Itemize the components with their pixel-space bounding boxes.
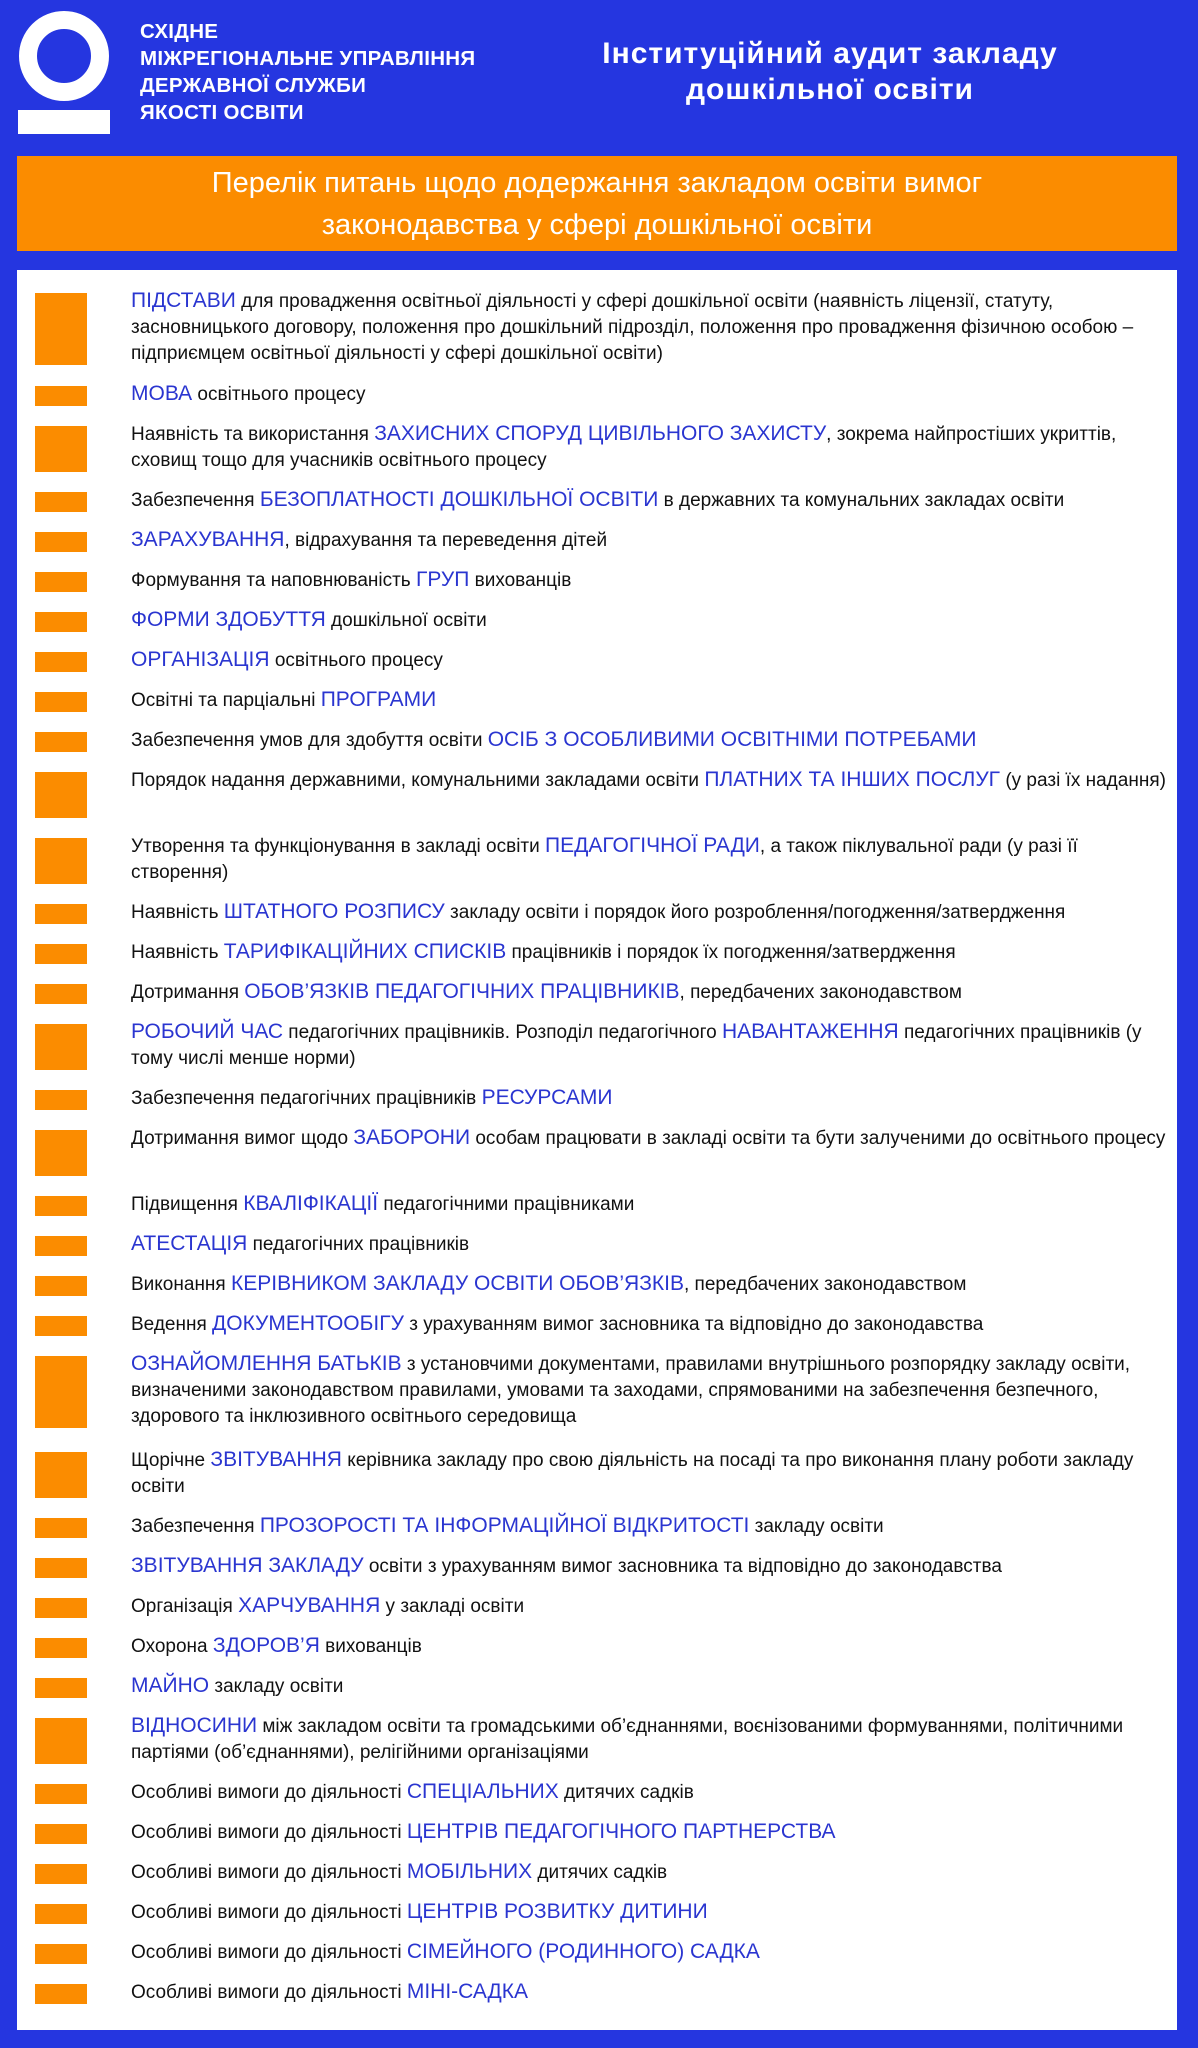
orange-bullet-marker [35, 1452, 87, 1498]
checklist-item-text [131, 979, 1176, 1006]
checklist-item-text [131, 1779, 1176, 1806]
item-text-segment: (у разі їх надання) [1000, 770, 1166, 791]
highlighted-keyword: ОБОВ’ЯЗКІВ ПЕДАГОГІЧНИХ ПРАЦІВНИКІВ [244, 980, 680, 1003]
highlighted-keyword: РОБОЧИЙ ЧАС [131, 1020, 284, 1043]
checklist-item-text [131, 1513, 1176, 1540]
item-text-segment: дитячих садків [558, 1782, 694, 1803]
orange-bullet-marker [35, 1236, 87, 1256]
item-text-segment: Щорічне [131, 1450, 211, 1471]
item-text-segment: педагогічних працівників [247, 1234, 470, 1255]
orange-bullet-marker [35, 1864, 87, 1884]
checklist-item-text [131, 647, 1176, 674]
item-text-segment: у закладі освіти [380, 1596, 525, 1617]
highlighted-keyword: ОСІБ З ОСОБЛИВИМИ ОСВІТНІМИ ПОТРЕБАМИ [487, 728, 977, 751]
checklist-item-text [131, 381, 1176, 408]
checklist-item-text [131, 288, 1176, 367]
highlighted-keyword: ОЗНАЙОМЛЕННЯ БАТЬКІВ [131, 1352, 402, 1375]
orange-bullet-marker [35, 1356, 87, 1428]
item-text-segment: , а також піклувальної ради (у разі її створення) [131, 836, 1078, 883]
orange-bullet-marker [35, 1598, 87, 1618]
orange-bullet-marker [35, 1718, 87, 1764]
orange-bullet-marker [35, 492, 87, 512]
item-text-segment: з урахуванням вимог засновника та відповідно до законодавства [403, 1314, 984, 1335]
highlighted-keyword: ШТАТНОГО РОЗПИСУ [223, 900, 445, 923]
checklist-item-text [131, 899, 1176, 926]
orange-bullet-marker [35, 732, 87, 752]
item-text-segment: Формування та наповнюваність [131, 570, 416, 591]
orange-bullet-marker [35, 1316, 87, 1336]
checklist-item-text [131, 1311, 1176, 1338]
item-text-segment: Забезпечення [131, 1516, 260, 1537]
item-text-segment: педагогічних працівників (у тому числі менше норми) [131, 1022, 1142, 1069]
item-text-segment: дошкільної освіти [325, 610, 487, 631]
highlighted-keyword: ТАРИФІКАЦІЙНИХ СПИСКІВ [223, 940, 507, 963]
checklist-item-text [131, 1713, 1176, 1766]
highlighted-keyword: ПЕДАГОГІЧНОЇ РАДИ [545, 834, 760, 857]
title-line: дошкільної освіти [686, 73, 974, 106]
orange-bullet-marker [35, 904, 87, 924]
item-text-segment: , відрахування та переведення дітей [284, 530, 608, 551]
orange-bullet-marker [35, 984, 87, 1004]
org-name-line: ЯКОСТІ ОСВІТИ [140, 101, 304, 124]
highlighted-keyword: ПРОГРАМИ [320, 688, 437, 711]
item-text-segment: Виконання [131, 1274, 231, 1295]
checklist-item-text [131, 1019, 1176, 1072]
item-text-segment: Охорона [131, 1636, 213, 1657]
item-text-segment: працівників і порядок їх погодження/затвердження [506, 942, 956, 963]
orange-bullet-marker [35, 1558, 87, 1578]
item-text-segment: Організація [131, 1596, 239, 1617]
orange-bullet-marker [35, 293, 87, 365]
highlighted-keyword: ЦЕНТРІВ РОЗВИТКУ ДИТИНИ [406, 1900, 708, 1923]
checklist-item-text [131, 727, 1176, 754]
item-text-segment: , передбачених законодавством [679, 982, 962, 1003]
highlighted-keyword: ЗВІТУВАННЯ [210, 1448, 342, 1471]
org-name-line: МІЖРЕГІОНАЛЬНЕ УПРАВЛІННЯ [140, 47, 476, 70]
orange-bullet-marker [35, 1944, 87, 1964]
highlighted-keyword: ЗДОРОВ’Я [212, 1634, 320, 1657]
orange-bullet-marker [35, 1130, 87, 1176]
item-text-segment: закладу освіти і порядок його розроблення/погодження/затвердження [444, 902, 1066, 923]
checklist-item-text [131, 1351, 1176, 1430]
item-text-segment: Особливі вимоги до діяльності [131, 1862, 407, 1883]
item-text-segment: педагогічними працівниками [378, 1194, 635, 1215]
checklist-item-text [131, 1899, 1176, 1926]
item-text-segment: Порядок надання державними, комунальними закладами освіти [131, 770, 705, 791]
orange-bullet-marker [35, 692, 87, 712]
orange-bullet-marker [35, 532, 87, 552]
orange-bullet-marker [35, 1638, 87, 1658]
checklist-item-text [131, 1447, 1176, 1500]
highlighted-keyword: БЕЗОПЛАТНОСТІ ДОШКІЛЬНОЇ ОСВІТИ [259, 488, 659, 511]
orange-bullet-marker [35, 772, 87, 818]
item-text-segment: Особливі вимоги до діяльності [131, 1942, 407, 1963]
highlighted-keyword: СПЕЦІАЛЬНИХ [406, 1780, 559, 1803]
item-text-segment: вихованців [319, 1636, 422, 1657]
item-text-segment: закладу освіти [209, 1676, 344, 1697]
highlighted-keyword: НАВАНТАЖЕННЯ [721, 1020, 899, 1043]
highlighted-keyword: ФОРМИ ЗДОБУТТЯ [131, 608, 326, 631]
item-text-segment: Особливі вимоги до діяльності [131, 1822, 407, 1843]
item-text-segment: Наявність [131, 902, 224, 923]
highlighted-keyword: ЦЕНТРІВ ПЕДАГОГІЧНОГО ПАРТНЕРСТВА [406, 1820, 836, 1843]
highlighted-keyword: ГРУП [415, 568, 470, 591]
highlighted-keyword: ХАРЧУВАННЯ [238, 1594, 381, 1617]
highlighted-keyword: КЕРІВНИКОМ ЗАКЛАДУ ОСВІТИ ОБОВ’ЯЗКІВ [231, 1272, 684, 1295]
item-text-segment: закладу освіти [749, 1516, 884, 1537]
item-text-segment: освітнього процесу [192, 384, 366, 405]
orange-bullet-marker [35, 1984, 87, 2004]
orange-bullet-marker [35, 1024, 87, 1070]
orange-bullet-marker [35, 838, 87, 884]
subtitle-banner [17, 156, 1177, 251]
checklist-item-text [131, 1125, 1176, 1152]
checklist-item-text [131, 1859, 1176, 1886]
orange-bullet-marker [35, 944, 87, 964]
orange-bullet-marker [35, 1784, 87, 1804]
checklist-item-text [131, 421, 1176, 474]
checklist-item-text [131, 687, 1176, 714]
checklist-item-text [131, 767, 1176, 794]
item-text-segment: дитячих садків [532, 1862, 668, 1883]
item-text-segment: Забезпечення умов для здобуття освіти [131, 730, 488, 751]
item-text-segment: , зокрема найпростіших укриттів, сховищ тощо для учасників освітнього процесу [131, 424, 1117, 471]
orange-bullet-marker [35, 1518, 87, 1538]
checklist-item-text [131, 833, 1176, 886]
checklist-item-text [131, 1231, 1176, 1258]
item-text-segment: Наявність та використання [131, 424, 375, 445]
organization-name [140, 18, 540, 126]
orange-bullet-marker [35, 612, 87, 632]
item-text-segment: Забезпечення педагогічних працівників [131, 1088, 482, 1109]
highlighted-keyword: ЗАБОРОНИ [353, 1126, 471, 1149]
checklist-item-text [131, 1553, 1176, 1580]
highlighted-keyword: ВІДНОСИНИ [131, 1714, 258, 1737]
highlighted-keyword: ДОКУМЕНТООБІГУ [212, 1312, 404, 1335]
item-text-segment: Особливі вимоги до діяльності [131, 1982, 407, 2003]
sqe-logo-icon [18, 10, 110, 135]
highlighted-keyword: СІМЕЙНОГО (РОДИННОГО) САДКА [406, 1940, 760, 1963]
checklist-item-text [131, 1673, 1176, 1700]
item-text-segment: освіти з урахуванням вимог засновника та відповідно до законодавства [363, 1556, 1002, 1577]
orange-bullet-marker [35, 1090, 87, 1110]
item-text-segment: Утворення та функціонування в закладі освіти [131, 836, 546, 857]
checklist-item-text [131, 1271, 1176, 1298]
checklist-item-text [131, 1593, 1176, 1620]
checklist-panel [17, 270, 1177, 2030]
item-text-segment: освітнього процесу [269, 650, 443, 671]
item-text-segment: для провадження освітньої діяльності у сфері дошкільної освіти (наявність ліцензії, статуту, засновницького договору, положення про дошкільний підрозділ, положення про провадження фізичною особою – підприємцем освітньої діяльності у сфері дошкільної освіти) [131, 291, 1134, 364]
highlighted-keyword: РЕСУРСАМИ [481, 1086, 613, 1109]
subtitle-line: Перелік питань щодо додержання закладом освіти вимог [211, 167, 983, 199]
header [0, 0, 1198, 150]
orange-bullet-marker [35, 1276, 87, 1296]
subtitle-line: законодавства у сфері дошкільної освіти [321, 209, 873, 241]
orange-bullet-marker [35, 1904, 87, 1924]
highlighted-keyword: КВАЛІФІКАЦІЇ [243, 1192, 379, 1215]
highlighted-keyword: ЗАРАХУВАННЯ [131, 528, 285, 551]
highlighted-keyword: МОВА [131, 382, 193, 405]
orange-bullet-marker [35, 1196, 87, 1216]
highlighted-keyword: ПЛАТНИХ ТА ІНШИХ ПОСЛУГ [704, 768, 1001, 791]
item-text-segment: Забезпечення [131, 490, 260, 511]
checklist-item-text [131, 487, 1176, 514]
checklist-item-text [131, 567, 1176, 594]
orange-bullet-marker [35, 426, 87, 472]
highlighted-keyword: МОБІЛЬНИХ [406, 1860, 533, 1883]
checklist-item-text [131, 1819, 1176, 1846]
highlighted-keyword: ОРГАНІЗАЦІЯ [131, 648, 270, 671]
highlighted-keyword: ПІДСТАВИ [131, 289, 236, 312]
highlighted-keyword: ЗАХИСНИХ СПОРУД ЦИВІЛЬНОГО ЗАХИСТУ [374, 422, 827, 445]
item-text-segment: Освітні та парціальні [131, 690, 321, 711]
item-text-segment: керівника закладу про свою діяльність на посаді та про виконання плану роботи закладу освіти [131, 1450, 1134, 1497]
orange-bullet-marker [35, 1824, 87, 1844]
org-name-line: СХІДНЕ [140, 20, 219, 43]
orange-bullet-marker [35, 1678, 87, 1698]
item-text-segment: вихованців [469, 570, 572, 591]
document-title [540, 36, 1120, 108]
orange-bullet-marker [35, 572, 87, 592]
item-text-segment: , передбачених законодавством [683, 1274, 967, 1295]
item-text-segment: в державних та комунальних закладах освіти [658, 490, 1065, 511]
orange-bullet-marker [35, 386, 87, 406]
item-text-segment: Підвищення [131, 1194, 244, 1215]
item-text-segment: між закладом освіти та громадськими об’єднаннями, воєнізованими формуваннями, політичними партіями (об’єднаннями), релігійними організаціями [131, 1716, 1124, 1763]
checklist-item-text [131, 1085, 1176, 1112]
item-text-segment: Особливі вимоги до діяльності [131, 1782, 407, 1803]
title-line: Інституційний аудит закладу [602, 37, 1058, 70]
highlighted-keyword: МІНІ-САДКА [406, 1980, 529, 2003]
highlighted-keyword: МАЙНО [131, 1674, 210, 1697]
highlighted-keyword: ЗВІТУВАННЯ ЗАКЛАДУ [131, 1554, 364, 1577]
checklist-item-text [131, 939, 1176, 966]
item-text-segment: педагогічних працівників. Розподіл педагогічного [283, 1022, 722, 1043]
highlighted-keyword: ПРОЗОРОСТІ ТА ІНФОРМАЦІЙНОЇ ВІДКРИТОСТІ [259, 1514, 750, 1537]
checklist-item-text [131, 1939, 1176, 1966]
item-text-segment: з установчими документами, правилами внутрішнього розпорядку закладу освіти, визначеними законодавством правилами, умовами та заходами, спрямованими на забезпечення безпечного, здорового та інклюзивного освітнього середовища [131, 1354, 1131, 1427]
org-name-line: ДЕРЖАВНОЇ СЛУЖБИ [140, 74, 367, 97]
item-text-segment: Наявність [131, 942, 224, 963]
checklist-item-text [131, 527, 1176, 554]
checklist-item-text [131, 1979, 1176, 2006]
item-text-segment: Дотримання вимог щодо [131, 1128, 354, 1149]
item-text-segment: Дотримання [131, 982, 245, 1003]
checklist-item-text [131, 607, 1176, 634]
checklist-item-text [131, 1191, 1176, 1218]
checklist-item-text [131, 1633, 1176, 1660]
highlighted-keyword: АТЕСТАЦІЯ [131, 1232, 248, 1255]
orange-bullet-marker [35, 652, 87, 672]
item-text-segment: Ведення [131, 1314, 213, 1335]
item-text-segment: Особливі вимоги до діяльності [131, 1902, 407, 1923]
item-text-segment: особам працювати в закладі освіти та бути залученими до освітнього процесу [470, 1128, 1166, 1149]
